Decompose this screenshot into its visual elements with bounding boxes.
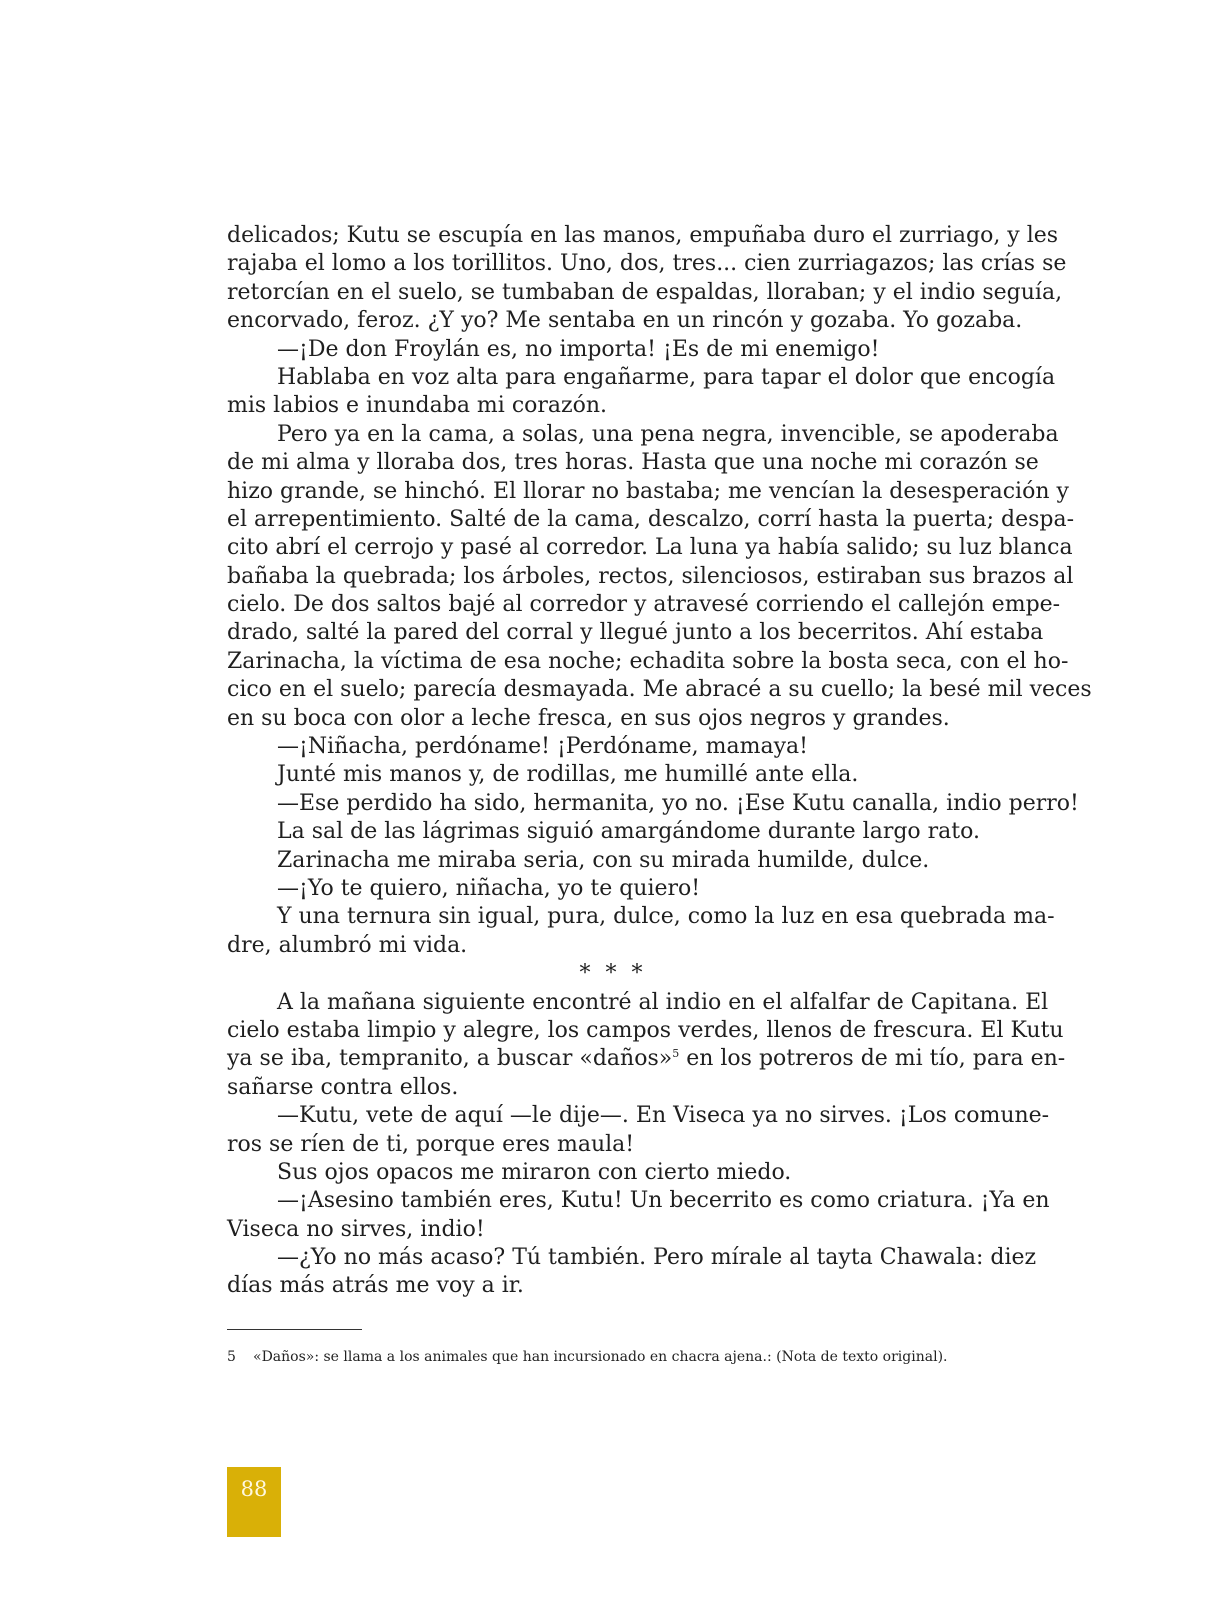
text-line [227,818,999,846]
text-line [227,648,1069,676]
text-line-content: cielo estaba limpio y alegre, los campos verdes, llenos de frescura. El Kutu [227,1017,1064,1043]
text-line-content: * * * [579,961,647,987]
text-line [227,591,1061,619]
text-line [227,875,999,903]
text-line [227,534,1073,562]
text-line [227,1272,999,1300]
text-line-content: delicados; Kutu se escupía en las manos, empuñaba duro el zurriago, y les [227,223,1059,248]
text-line-content: dre, alumbró mi vida. [227,932,468,958]
text-line-content: Zarinacha, la víctima de esa noche; echadita sobre la bosta seca, con el ho- [227,648,1069,674]
text-line-content: retorcían en el suelo, se tumbaban de espaldas, lloraban; y el indio seguía, [227,279,1063,305]
text-line-content: de mi alma y lloraba dos, tres horas. Hasta que una noche mi corazón se [227,450,1039,476]
text-line [227,676,1092,704]
text-line-content: hizo grande, se hinchó. El llorar no bastaba; me vencían la desesperación y [227,478,1069,504]
text-line-content: A la mañana siguiente encontré al indio en el alfalfar de Capitana. El [277,989,1049,1015]
footnote-reference: 5 [672,1047,680,1061]
text-line-content: bañaba la quebrada; los árboles, rectos, silenciosos, estiraban sus brazos al [227,563,1074,589]
text-line-content: Y una ternura sin igual, pura, dulce, como la luz en esa quebrada ma- [277,904,1055,930]
text-line [227,1159,999,1187]
text-line [227,1216,999,1244]
footnote [227,1348,999,1366]
text-line [227,1131,999,1159]
text-line-content: —¡De don Froylán es, no importa! ¡Es de mi enemigo! [277,336,880,362]
text-line-content: —Kutu, vete de aquí —le dije—. En Viseca ya no sirves. ¡Los comune- [277,1103,1050,1129]
footnote-text: «Daños»: se llama a los animales que han incursionado en chacra ajena.: (Nota de texto original). [253,1349,948,1365]
text-line-content: días más atrás me voy a ir. [227,1273,524,1299]
text-line [227,364,1056,392]
text-line [227,478,1069,506]
text-line-content: cito abrí el cerrojo y pasé al corredor. La luna ya había salido; su luz blanca [227,535,1073,561]
text-line [227,222,1059,250]
text-line-content: Hablaba en voz alta para engañarme, para tapar el dolor que encogía [277,364,1056,390]
text-line [227,279,1063,307]
footnote-number: 5 [227,1349,236,1365]
text-line-content: Junté mis manos y, de rodillas, me humillé ante ella. [277,762,859,788]
text-line-content: —¿Yo no más acaso? Tú también. Pero mírale al tayta Chawala: diez [277,1245,1037,1271]
text-line [227,790,1079,818]
text-line-content: Pero ya en la cama, a solas, una pena negra, invencible, se apoderaba [277,421,1059,447]
text-line [227,1074,999,1102]
text-line [227,449,1039,477]
text-line-content: sañarse contra ellos. [227,1074,459,1100]
text-line [227,1187,1050,1215]
text-line [227,932,999,960]
text-line [227,761,999,789]
text-line-content: encorvado, feroz. ¿Y yo? Me sentaba en un rincón y gozaba. Yo gozaba. [227,308,1023,334]
text-line [227,989,1049,1017]
text-line-content: —¡Yo te quiero, niñacha, yo te quiero! [277,875,701,901]
body-text [227,222,1092,1301]
text-line [227,250,1067,278]
text-line [227,1017,1064,1045]
text-line-content: Sus ojos opacos me miraron con cierto miedo. [277,1159,792,1185]
section-break [227,960,999,988]
text-line [227,563,1074,591]
text-line-content: en su boca con olor a leche fresca, en sus ojos negros y grandes. [227,705,950,731]
text-line [227,1102,1050,1130]
text-line-content: —¡Asesino también eres, Kutu! Un becerrito es como criatura. ¡Ya en [277,1188,1050,1214]
page-number: 88 [240,1477,268,1501]
text-line-content: ya se iba, tempranito, a buscar «daños» [227,1046,673,1072]
text-line [227,421,1059,449]
page-number-tab [227,1467,281,1537]
text-line [227,619,1044,647]
text-line-content: —¡Niñacha, perdóname! ¡Perdóname, mamaya! [277,734,808,760]
footnote-separator [227,1329,362,1330]
text-line-content: cico en el suelo; parecía desmayada. Me abracé a su cuello; la besé mil veces [227,677,1092,703]
text-line-content: ros se ríen de ti, porque eres maula! [227,1131,635,1157]
text-line [227,392,999,420]
text-line [227,1244,1037,1272]
text-line [227,1045,1066,1073]
text-line [227,307,1023,335]
text-line [227,705,999,733]
text-line-content: cielo. De dos saltos bajé al corredor y atravesé corriendo el callejón empe- [227,592,1061,618]
text-line-content: —Ese perdido ha sido, hermanita, yo no. ¡Ese Kutu canalla, indio perro! [277,790,1079,816]
text-line-content: mis labios e inundaba mi corazón. [227,393,608,419]
text-line-content: La sal de las lágrimas siguió amargándome durante largo rato. [277,819,980,845]
text-line [227,506,1075,534]
text-line [227,903,1055,931]
text-line-content: rajaba el lomo a los torillitos. Uno, dos, tres... cien zurriagazos; las crías se [227,251,1067,277]
text-line-content: drado, salté la pared del corral y llegué junto a los becerritos. Ahí estaba [227,620,1044,646]
text-line [227,847,999,875]
text-line-content: Viseca no sirves, indio! [227,1216,485,1242]
text-line-content: en los potreros de mi tío, para en- [679,1046,1066,1072]
text-line-content: Zarinacha me miraba seria, con su mirada humilde, dulce. [277,847,930,873]
text-line [227,336,999,364]
text-line-content: el arrepentimiento. Salté de la cama, descalzo, corrí hasta la puerta; despa- [227,506,1075,532]
text-line [227,733,999,761]
